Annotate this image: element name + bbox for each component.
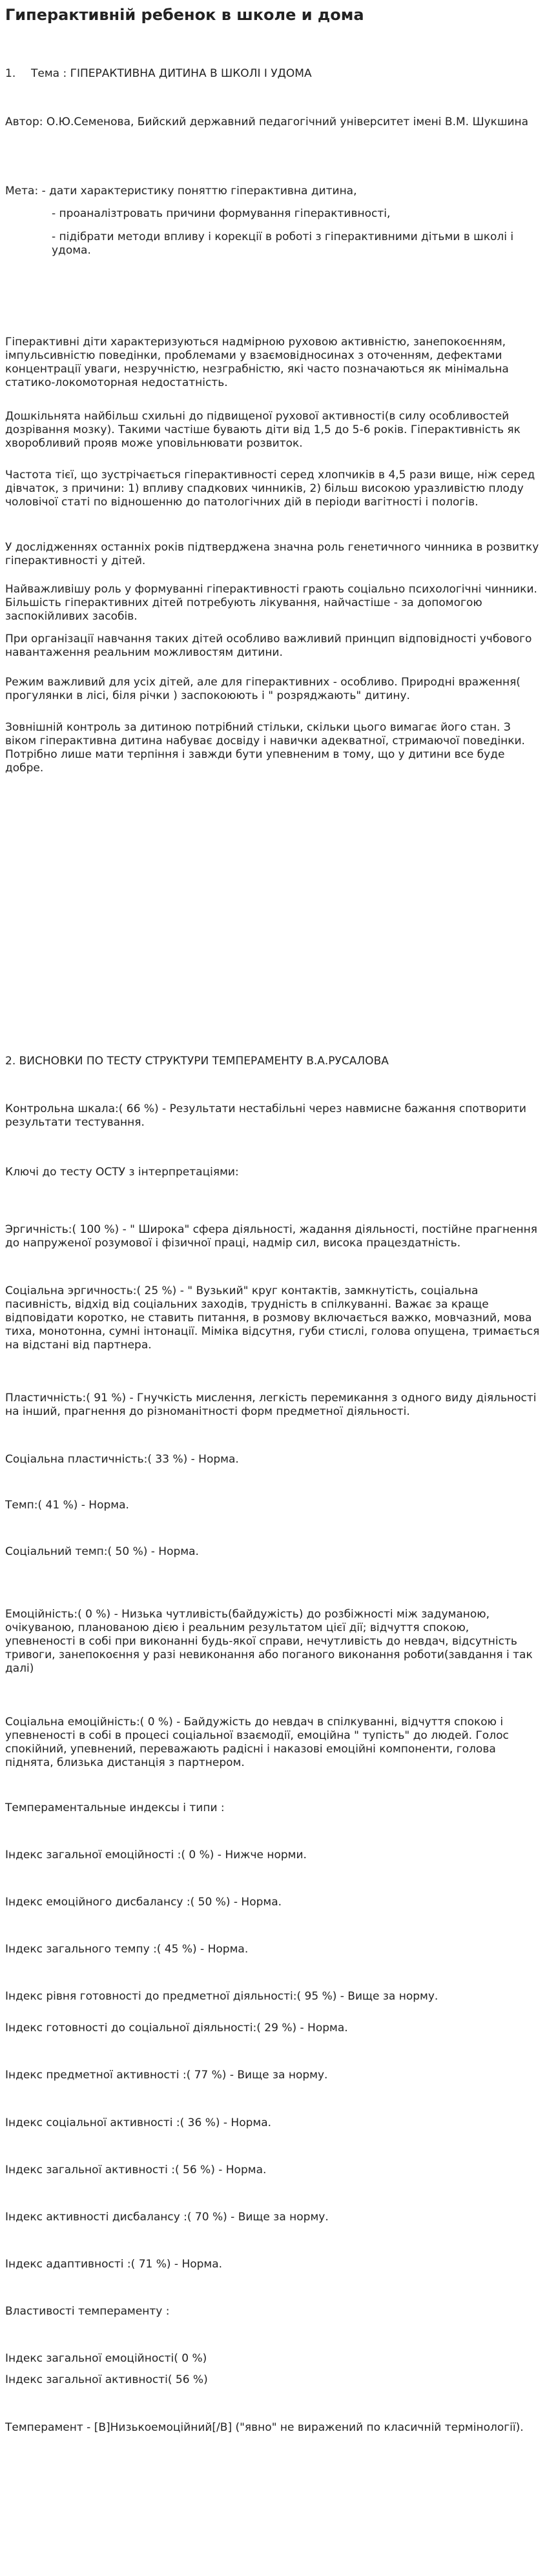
paragraph-4: У дослідженнях останніх років підтверджена значна роль генетичного чинника в розвитку гіперактивності у дітей. (5, 541, 539, 567)
section1-number: 1. (5, 67, 16, 80)
props-title: Властивості темпераменту : (5, 2305, 170, 2318)
tempo-text: Темп:( 41 %) - Норма. (5, 1499, 129, 1512)
paragraph-3: Частота тієї, що зустрічається гіперактивності серед хлопчиків в 4,5 рази вище, ніж серед дівчаток, з причини: 1) впливу спадкових чинників, 2) більш високою уразливістю плоду чоловічої статі по відношенню до патологічних дій в періоди вагітності і пологів. (5, 469, 535, 509)
index-item: Індекс активності дисбалансу :( 70 %) - Вище за норму. (5, 2211, 329, 2224)
prop-item: Індекс загальної емоційності( 0 %) (5, 2352, 207, 2365)
plastic-text: Пластичність:( 91 %) - Гнучкість мислення, легкість перемикання з одного виду діяльності на інший, прагнення до різноманітності форм предметної діяльності. (5, 1392, 537, 1418)
index-item: Індекс загального темпу :( 45 %) - Норма. (5, 1943, 249, 1956)
goal-line-1: Мета: - дати характеристику поняттю гіперактивна дитина, (5, 185, 357, 198)
index-item: Індекс емоційного дисбалансу :( 50 %) - Норма. (5, 1896, 282, 1909)
paragraph-5: Найважливішу роль у формуванні гіперактивності грають соціально психологічні чинники. Більшість гіперактивних дітей потребують лікування, найчастіше - за допомогою заспокійливих засобів. (5, 583, 537, 623)
paragraph-1: Гіперактивні діти характеризуються надмірною руховою активністю, занепокоєнням, імпульсивністю поведінки, проблемами у взаємовідносинах з оточенням, дефектами концентрації уваги, незручністю, незграбністю, які часто позначаються як мінімальна статико-локомоторная недостатність. (5, 336, 509, 389)
social-emotional-text: Соціальна емоційність:( 0 %) - Байдужість до невдач в спілкуванні, відчуття спокою і упевненості в собі в процесі соціальної взаємодії, емоційна " тупість" до людей. Голос спокійний, упевнений, переважають радісні і наказові емоційні компоненти, голова піднята, близька дистанція з партнером. (5, 1716, 509, 1769)
index-item: Індекс предметної активності :( 77 %) - Вище за норму. (5, 2069, 328, 2082)
social-ergic-text: Соціальна эргичность:( 25 %) - " Вузький" круг контактів, замкнутість, соціальна пасивність, відхід від соціальних заходів, трудність в спілкуванні. Важає за краще відповідати коротко, не ставить питання, в розмову включається важко, мовчазний, мова тиха, монотонна, сумні інтонації. Міміка відсутня, губи стислі, голова опущена, тримається на відстані від партнера. (5, 1284, 540, 1352)
goal-line-2: - проаналізтровать причини формування гіперактивності, (52, 207, 391, 220)
index-item: Індекс загальної активності :( 56 %) - Норма. (5, 2164, 267, 2176)
index-item: Індекс загальної емоційності :( 0 %) - Нижче норми. (5, 1849, 307, 1861)
section1-heading (5, 67, 540, 81)
index-item: Індекс адаптивності :( 71 %) - Норма. (5, 2258, 223, 2271)
temperament-result: Темперамент - [B]Низькоемоційний[/B] ("явно" не виражений по класичній термінології). (5, 2421, 524, 2434)
goal-line-3: - підібрати методи впливу і корекції в роботі з гіперактивними дітьми в школі і удома. (52, 230, 514, 257)
ergic-text: Эргичність:( 100 %) - " Широка" сфера діяльності, жадання діяльності, постійне прагнення до напруженої розумової і фізичної праці, надмір сил, висока працездатність. (5, 1223, 537, 1250)
social-tempo-text: Соціальний темп:( 50 %) - Норма. (5, 1545, 199, 1558)
paragraph-8: Зовнішній контроль за дитиною потрібний стільки, скільки цього вимагає його стан. З віком гіперактивна дитина набуває досвіду і навички адекватної, стримаючої поведінки. Потрібно лише мати терпіння і завжди бути упевненим в тому, що у дитини все буде добре. (5, 721, 525, 775)
prop-item: Індекс загальної активності( 56 %) (5, 2373, 208, 2386)
section1-heading-text: Тема : ГІПЕРАКТИВНА ДИТИНА В ШКОЛІ І УДОМА (31, 67, 312, 80)
index-item: Індекс соціальної активності :( 36 %) - Норма. (5, 2116, 272, 2129)
emotional-text: Емоційність:( 0 %) - Низька чутливість(байдужість) до розбіжності між задуманою, очікуваною, планованою дією і реальним результатом цієї дії; відчуття спокою, упевненості в собі при виконанні будь-якої справи, нечутливість до невдач, відсутність тривоги, занепокоєння у разі невиконання або поганого виконання роботи(завдання і так далі) (5, 1608, 533, 1675)
paragraph-2: Дошкільнята найбільш схильні до підвищеної рухової активності(в силу особливостей дозрівання мозку). Такими частіше бувають діти від 1,5 до 5-6 років. Гіперактивність як хворобливий прояв може уповільнювати розвиток. (5, 410, 521, 450)
page-title: Гиперактивній ребенок в школе и дома (5, 6, 364, 24)
social-plastic-text: Соціальна пластичність:( 33 %) - Норма. (5, 1453, 239, 1466)
indices-title: Темпераментальные индексы і типи : (5, 1801, 225, 1814)
section2-heading: 2. ВИСНОВКИ ПО ТЕСТУ СТРУКТУРИ ТЕМПЕРАМЕНТУ В.А.РУСАЛОВА (5, 1055, 389, 1068)
paragraph-7: Режим важливий для усіх дітей, але для гіперактивних - особливо. Природні враження( прогулянки в лісі, біля річки ) заспокоюють і " розряджають" дитину. (5, 676, 521, 702)
author-line: Автор: О.Ю.Семенова, Бийский державний педагогічний університет імені В.М. Шукшина (5, 116, 529, 128)
paragraph-6: При організації навчання таких дітей особливо важливий принцип відповідності учбового навантаження реальним можливостям дитини. (5, 633, 532, 659)
index-item: Індекс готовності до соціальної діяльності:( 29 %) - Норма. (5, 2022, 348, 2034)
index-item: Індекс рівня готовності до предметної діяльності:( 95 %) - Вище за норму. (5, 1990, 439, 2003)
control-scale: Контрольна шкала:( 66 %) - Результати нестабільні через навмисне бажання спотворити результати тестування. (5, 1102, 526, 1129)
keys-title: Ключі до тесту ОСТУ з інтерпретаціями: (5, 1166, 239, 1179)
